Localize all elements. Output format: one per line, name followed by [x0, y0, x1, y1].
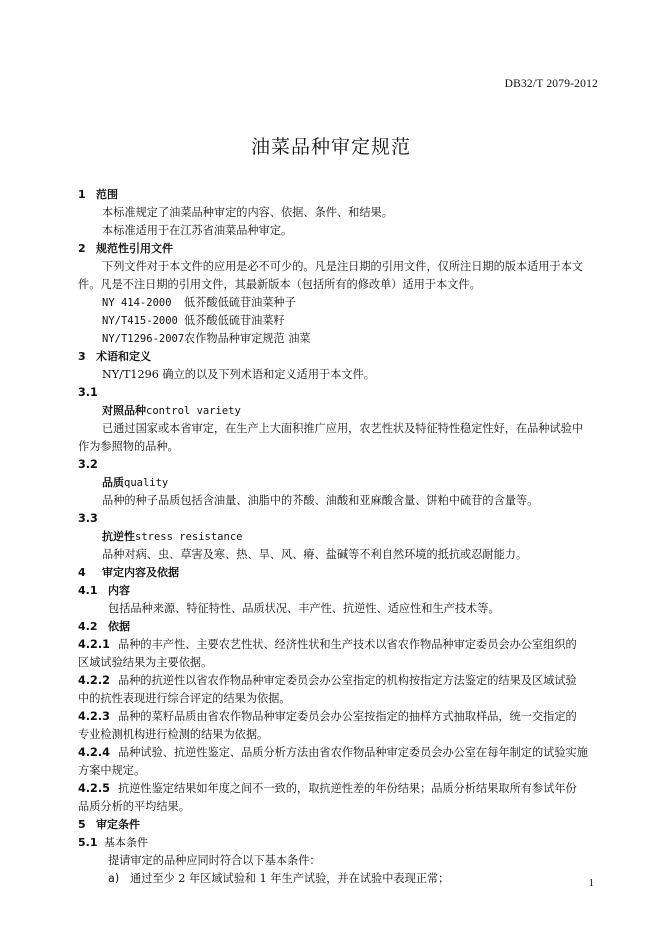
clause-4-2-5: [78, 780, 577, 798]
clause-text: 品种的丰产性、主要农艺性状、经济性状和生产技术以省农作物品种审定委员会办公室组织的: [118, 638, 577, 651]
list-label: a): [108, 872, 120, 885]
clause-number: 4.2.3: [78, 710, 110, 723]
clause-number: 4.2.5: [78, 782, 110, 795]
paragraph: 包括品种来源、特征特性、品质状况、丰产性、抗逆性、适应性和生产技术等。: [108, 602, 500, 615]
page-title: 油菜品种审定规范: [250, 136, 411, 158]
term-english: quality: [124, 477, 169, 489]
clause-text: 抗逆性鉴定结果如年度之间不一致的，取抗逆性差的年份结果；品质分析结果取所有参试年份: [118, 782, 577, 795]
clause-number: 3.3: [78, 512, 98, 525]
section-title: 规范性引用文件: [96, 242, 173, 255]
paragraph: 区域试验结果为主要依据。: [78, 656, 213, 669]
subsection-heading: [78, 618, 130, 636]
paragraph: 件。凡是不注日期的引用文件，其最新版本（包括所有的修改单）适用于本文件。: [78, 278, 481, 291]
paragraph: 本标准规定了油菜品种审定的内容、依据、条件、和结果。: [102, 206, 393, 219]
paragraph: 专业检测机构进行检测的结果为依据。: [78, 728, 269, 741]
section-title: 基本条件: [104, 836, 148, 849]
paragraph: 作为参照物的品种。: [78, 440, 179, 453]
section-number: 4.1: [78, 584, 98, 597]
section-number: 4.2: [78, 620, 98, 633]
paragraph: 提请审定的品种应同时符合以下基本条件：: [108, 854, 321, 867]
section-title: 内容: [108, 584, 130, 597]
paragraph: 下列文件对于本文件的应用是必不可少的。凡是注日期的引用文件，仅所注日期的版本适用于本文: [102, 260, 584, 273]
clause-4-2-3: [78, 708, 577, 726]
paragraph: 已通过国家或本省审定，在生产上大面积推广应用，农艺性状及特征特性稳定性好，在品种试验中: [102, 422, 584, 435]
section-number: 5.1: [78, 836, 98, 849]
term-english: control variety: [146, 405, 241, 417]
clause-4-2-1: [78, 636, 577, 654]
reference-code: NY/T1296-2007: [102, 333, 185, 345]
subsection-heading: [78, 834, 148, 852]
clause-text: 品种试验、抗逆性鉴定、品质分析方法由省农作物品种审定委员会办公室在每年制定的试验实施: [118, 746, 588, 759]
reference-name: 低芥酸低硫苷油菜籽: [184, 314, 285, 327]
clause-number: 3.1: [78, 386, 98, 399]
header-code: DB32/T 2079-2012: [504, 78, 598, 90]
clause-4-2-2: [78, 672, 577, 690]
reference-code: NY 414-2000: [102, 297, 172, 309]
paragraph: 方案中规定。: [78, 764, 146, 777]
list-text: 通过至少 2 年区域试验和 1 年生产试验，并在试验中表现正常；: [130, 872, 450, 885]
section-number: 4: [78, 566, 86, 579]
section-number: 3: [78, 350, 86, 363]
paragraph: 品种对病、虫、草害及寒、热、旱、风、瘠、盐碱等不利自然环境的抵抗或忍耐能力。: [102, 548, 528, 561]
reference-code: NY/T415-2000: [102, 315, 178, 327]
term-name: 抗逆性: [102, 530, 135, 543]
section-number: 2: [78, 242, 86, 255]
section-number: 5: [78, 818, 86, 831]
section-1-heading: [78, 186, 118, 204]
term-heading: [102, 474, 168, 492]
page-number: 1: [588, 877, 594, 889]
clause-text: 品种的菜籽品质由省农作物品种审定委员会办公室按指定的抽样方式抽取样品，统一交指定的: [118, 710, 577, 723]
section-3-heading: [78, 348, 151, 366]
reference-item: [102, 294, 296, 312]
section-2-heading: [78, 240, 173, 258]
reference-item: [102, 312, 285, 330]
clause-number: 4.2.2: [78, 674, 110, 687]
section-title: 审定内容及依据: [102, 566, 179, 579]
term-english: stress resistance: [135, 531, 243, 543]
section-title: 术语和定义: [96, 350, 151, 363]
section-title: 范围: [96, 188, 118, 201]
term-heading: [102, 402, 241, 420]
section-number: 1: [78, 188, 86, 201]
paragraph: 品种的种子品质包括含油量、油脂中的芥酸、油酸和亚麻酸含量、饼粕中硫苷的含量等。: [102, 494, 539, 507]
reference-item: [102, 330, 311, 348]
reference-name: 低芥酸低硫苷油菜种子: [184, 296, 296, 309]
clause-number: 4.2.1: [78, 638, 110, 651]
paragraph: 品质分析的平均结果。: [78, 800, 190, 813]
clause-4-2-4: [78, 744, 588, 762]
paragraph: 本标准适用于在江苏省油菜品种审定。: [102, 224, 293, 237]
section-5-heading: [78, 816, 140, 834]
clause-text: 品种的抗逆性以省农作物品种审定委员会办公室指定的机构按指定方法鉴定的结果及区域试验: [118, 674, 577, 687]
list-item: [108, 870, 449, 888]
term-name: 对照品种: [102, 404, 146, 417]
section-title: 审定条件: [96, 818, 140, 831]
paragraph: 中的抗性表现进行综合评定的结果为依据。: [78, 692, 291, 705]
clause-number: 4.2.4: [78, 746, 110, 759]
paragraph: NY/T1296 确立的以及下列术语和定义适用于本文件。: [102, 368, 375, 381]
section-4-heading: [78, 564, 179, 582]
term-heading: [102, 528, 242, 546]
term-name: 品质: [102, 476, 124, 489]
section-title: 依据: [108, 620, 130, 633]
subsection-heading: [78, 582, 130, 600]
clause-number: 3.2: [78, 458, 98, 471]
reference-name: 农作物品种审定规范 油菜: [184, 332, 311, 345]
